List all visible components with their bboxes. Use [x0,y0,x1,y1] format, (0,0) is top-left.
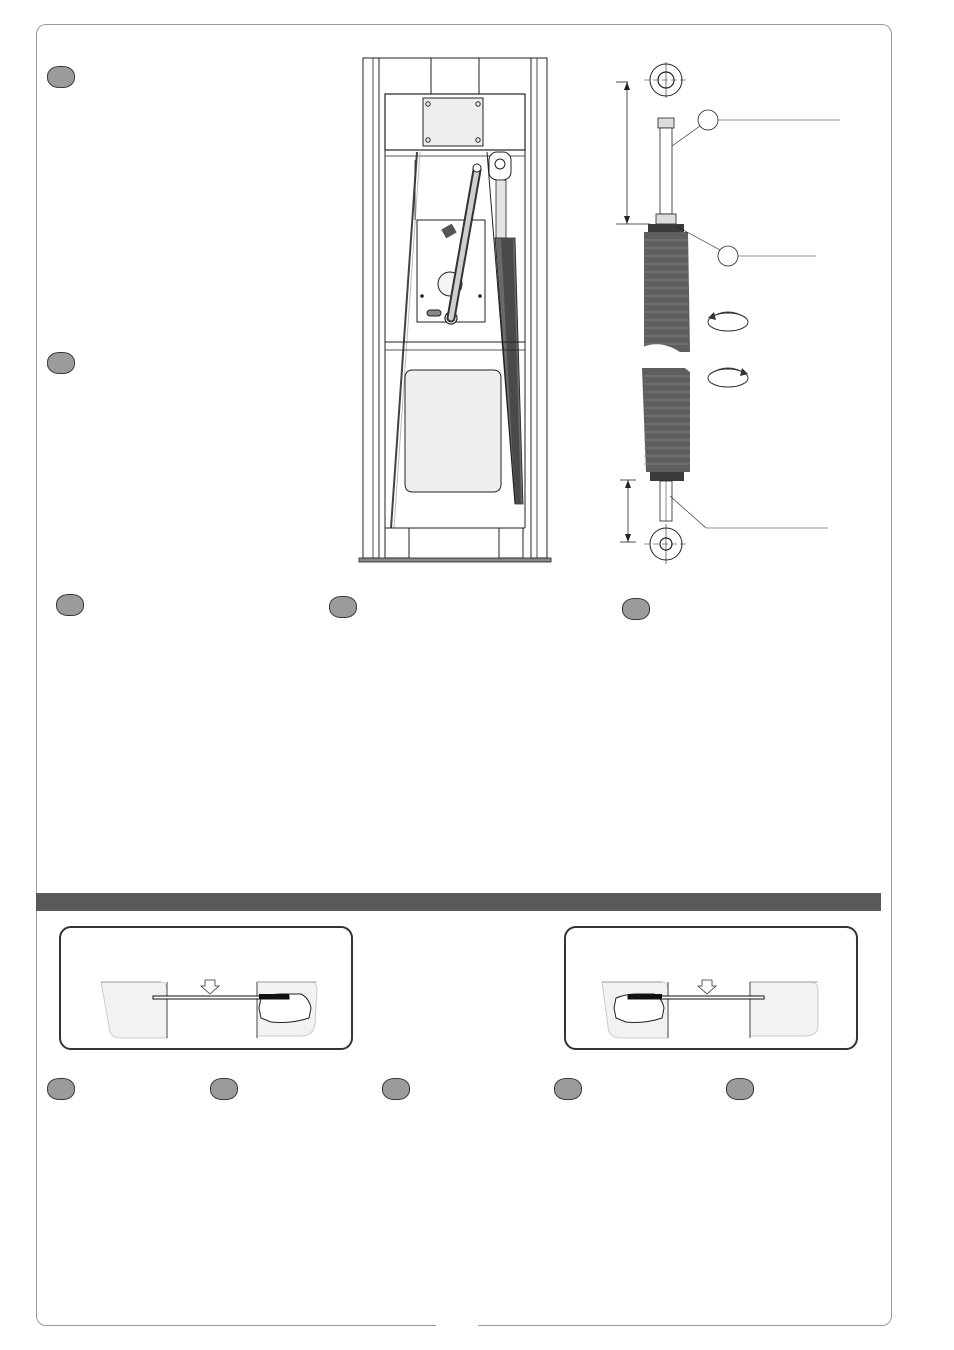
section-divider-bar [36,893,881,911]
step-badge-5 [622,598,650,620]
step-badge-9 [554,1078,582,1100]
barrier-cabinet-diagram [355,52,555,564]
step-badge-7 [210,1078,238,1100]
step-badge-10 [726,1078,754,1100]
rotate-counterclockwise-icon [708,312,748,331]
step-badge-8 [382,1078,410,1100]
step-badge-2 [47,352,75,374]
step-badge-3 [56,594,84,616]
page-tab [436,1320,478,1332]
inset-panel-right [564,926,858,1050]
inset-panel-left [59,926,353,1050]
spring-assembly-diagram [610,56,850,576]
down-arrow-icon [201,980,219,994]
rotate-clockwise-icon [708,368,748,387]
down-arrow-icon [698,980,716,994]
step-badge-6 [47,1078,75,1100]
barrier-arm-left-diagram [61,928,351,1048]
barrier-arm-right-diagram [566,928,856,1048]
step-badge-4 [329,596,357,618]
step-badge-1 [47,66,75,88]
